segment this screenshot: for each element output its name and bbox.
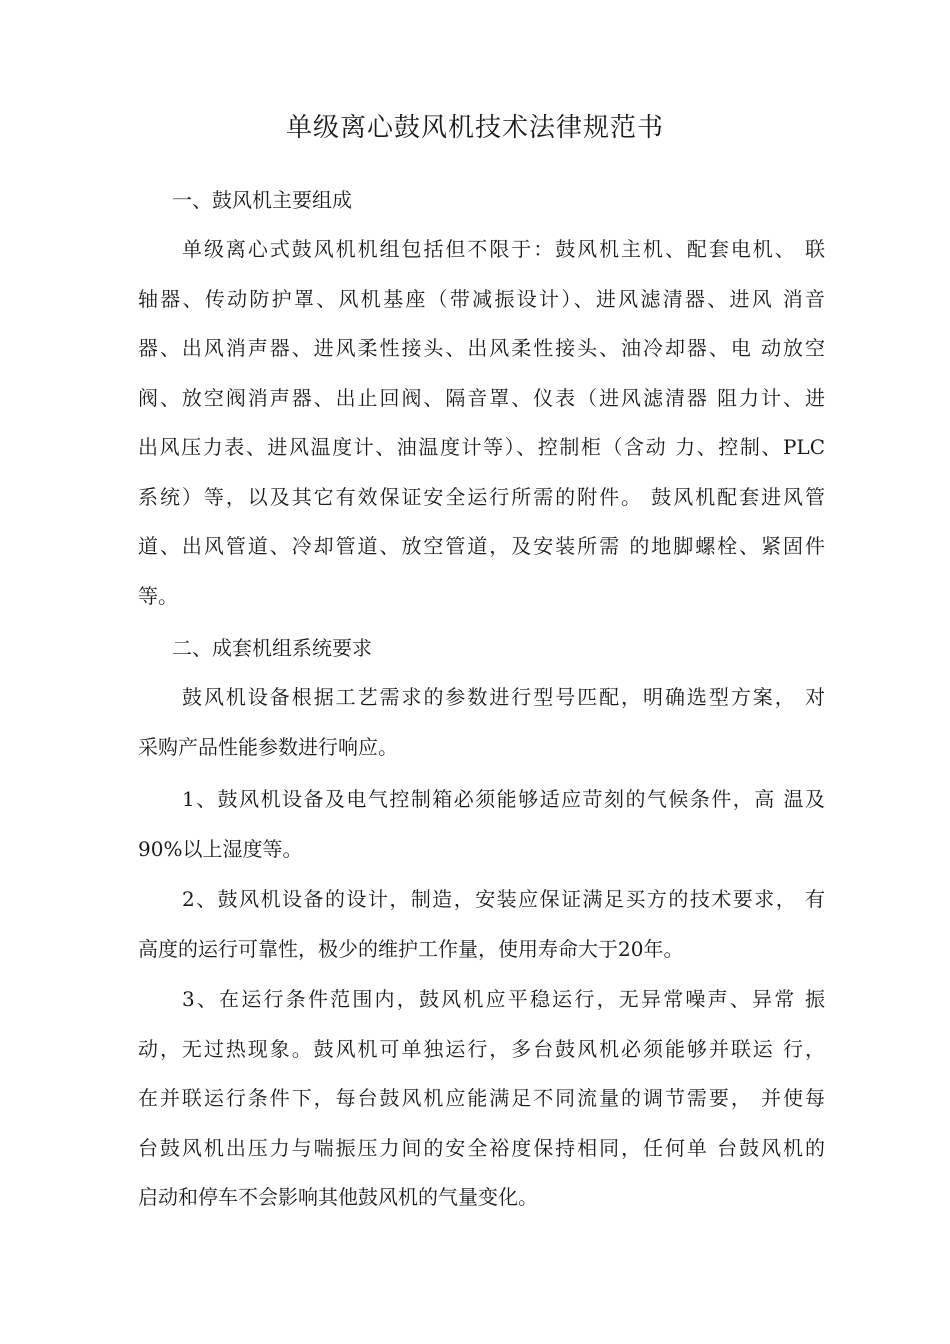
section-heading-1: 一、鼓风机主要组成: [172, 188, 352, 212]
paragraph-line: 等。: [138, 583, 178, 608]
paragraph-line: 鼓风机设备根据工艺需求的参数进行型号匹配，明确选型方案， 对: [182, 685, 825, 709]
paragraph-line: 1、鼓风机设备及电气控制箱必须能够适应苛刻的气候条件，高 温及: [182, 787, 825, 811]
paragraph-line: 阀、放空阀消声器、出止回阀、隔音罩、仪表（进风滤清器 阻力计、进: [138, 385, 825, 410]
requirement-item-2: [138, 875, 825, 974]
paragraph-line: 高度的运行可靠性，极少的维护工作量，使用寿命大于20年。: [138, 936, 684, 961]
paragraph-line: 3、在运行条件范围内，鼓风机应平稳运行，无异常噪声、异常 振: [182, 987, 825, 1011]
paragraph-line: 器、出风消声器、进风柔性接头、出风柔性接头、油冷却器、电 动放空: [138, 336, 825, 360]
section2-intro-paragraph: [138, 673, 825, 772]
paragraph-line: 道、出风管道、冷却管道、放空管道，及安装所需 的地脚螺栓、紧固件: [138, 534, 825, 558]
section1-paragraph: [138, 225, 825, 621]
paragraph-line: 90%以上湿度等。: [138, 836, 303, 861]
paragraph-line: 台鼓风机出压力与喘振压力间的安全裕度保持相同，任何单 台鼓风机的: [138, 1135, 825, 1160]
document-title: 单级离心鼓风机技术法律规范书: [285, 113, 664, 143]
section-heading-2: 二、成套机组系统要求: [172, 636, 372, 660]
paragraph-line: 轴器、传动防护罩、风机基座（带减振设计）、进风滤清器、进风 消音: [138, 286, 825, 311]
paragraph-line: 出风压力表、进风温度计、油温度计等）、控制柜（含动 力、控制、PLC: [138, 435, 825, 459]
paragraph-line: 动，无过热现象。鼓风机可单独运行，多台鼓风机必须能够并联运 行，: [138, 1036, 825, 1061]
paragraph-line: 采购产品性能参数进行响应。: [138, 734, 398, 759]
requirement-item-3: [138, 975, 825, 1223]
paragraph-line: 启动和停车不会影响其他鼓风机的气量变化。: [138, 1185, 538, 1209]
paragraph-line: 在并联运行条件下，每台鼓风机应能满足不同流量的调节需要， 并使每: [138, 1086, 825, 1110]
paragraph-line: 2、鼓风机设备的设计，制造，安装应保证满足买方的技术要求， 有: [182, 887, 825, 911]
paragraph-line: 单级离心式鼓风机机组包括但不限于：鼓风机主机、配套电机、 联: [182, 237, 825, 261]
paragraph-line: 系统）等，以及其它有效保证安全运行所需的附件。 鼓风机配套进风管: [138, 484, 825, 509]
requirement-item-1: [138, 775, 825, 874]
